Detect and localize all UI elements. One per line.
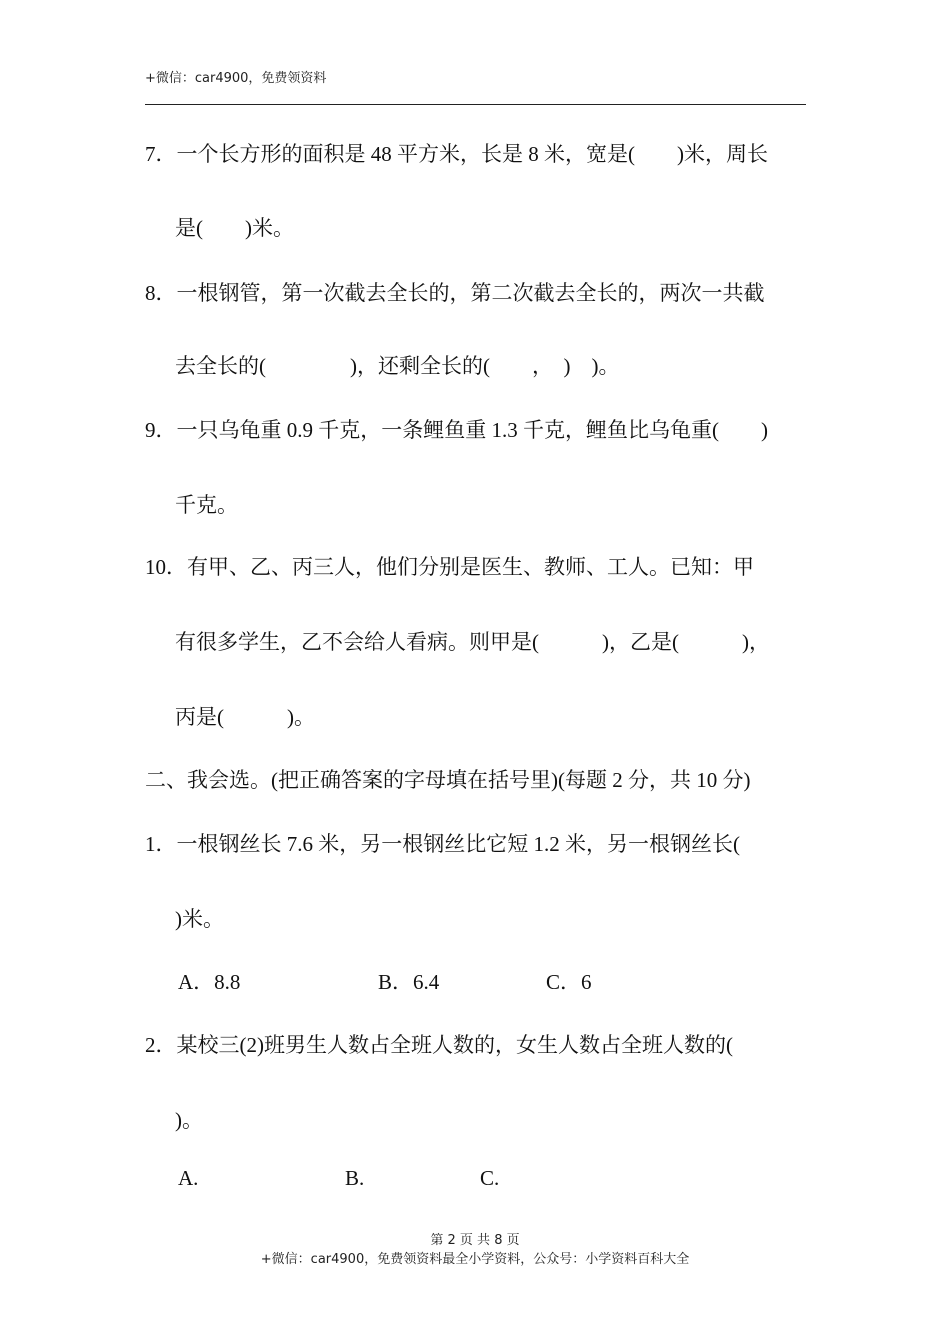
choice-question-2-line-2: )。 [175,1108,203,1132]
page-number: 第 2 页 共 8 页 [430,1233,520,1248]
choice-question-1-option-c: C．6 [546,970,592,994]
question-9-line-2: 千克。 [175,493,238,517]
choice-question-1-line-2: )米。 [175,907,224,931]
choice-question-2-option-b: B. [345,1166,365,1190]
choice-question-1-line-1: 1．一根钢丝长 7.6 米，另一根钢丝比它短 1.2 米，另一根钢丝长( [145,832,740,856]
question-9-line-1: 9．一只乌龟重 0.9 千克，一条鲤鱼重 1.3 千克，鲤鱼比乌龟重( ) [145,418,768,442]
footer-note: +微信：car4900，免费领资料最全小学资料，公众号：小学资料百科大全 [260,1252,690,1267]
question-10-line-3: 丙是( )。 [175,705,315,729]
choice-question-1-option-b: B．6.4 [378,970,440,994]
section-2-title: 二、我会选。(把正确答案的字母填在括号里)(每题 2 分，共 10 分) [145,768,751,792]
header-note: +微信：car4900，免费领资料 [145,71,327,86]
choice-question-1-option-a: A．8.8 [178,970,241,994]
header-divider [145,104,806,105]
question-10-line-1: 10．有甲、乙、丙三人，他们分别是医生、教师、工人。已知：甲 [145,555,754,579]
question-8-line-1: 8．一根钢管，第一次截去全长的，第二次截去全长的，两次一共截 [145,281,765,305]
choice-question-2-line-1: 2．某校三(2)班男生人数占全班人数的，女生人数占全班人数的( [145,1033,733,1057]
question-7-line-2: 是( )米。 [175,216,294,240]
question-7-line-1: 7．一个长方形的面积是 48 平方米，长是 8 米，宽是( )米，周长 [145,142,768,166]
question-8-line-2: 去全长的( )，还剩全长的( ， ) )。 [175,354,620,378]
choice-question-2-option-c: C. [480,1166,500,1190]
question-10-line-2: 有很多学生，乙不会给人看病。则甲是( )，乙是( )， [175,630,770,654]
choice-question-2-option-a: A. [178,1166,199,1190]
